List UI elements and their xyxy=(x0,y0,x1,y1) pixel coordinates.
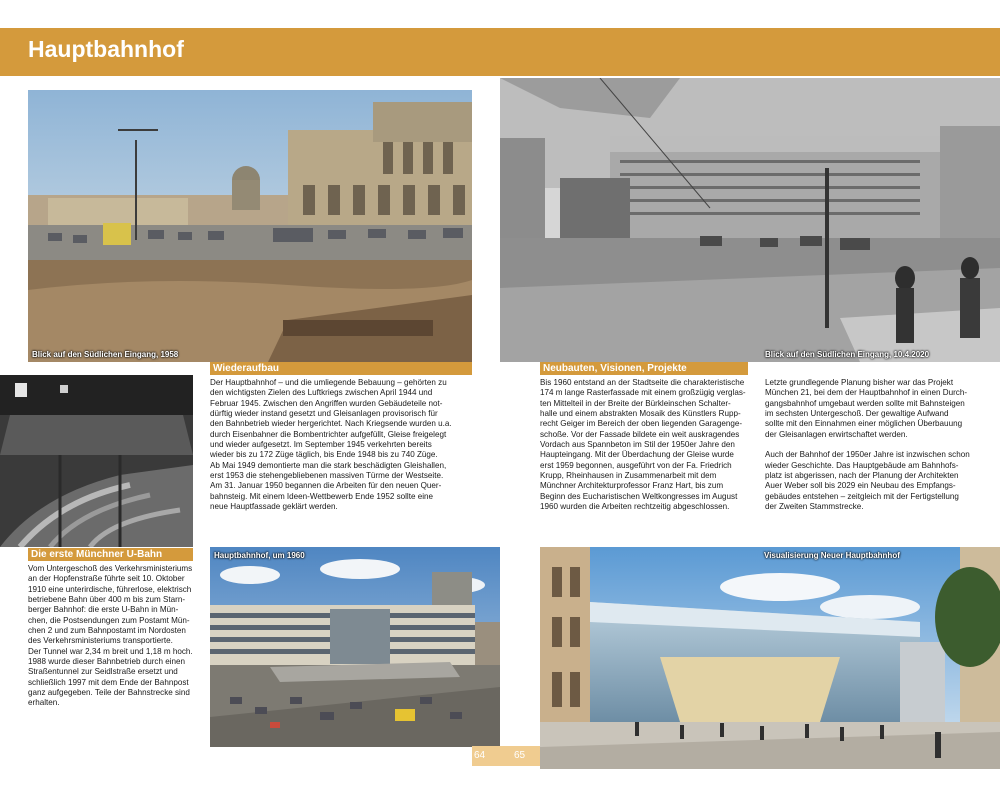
photo-south-entrance-1958 xyxy=(28,90,472,362)
text-line: Ab Mai 1949 demontierte man die stark beschädigten Gleishallen, xyxy=(210,460,447,470)
section-heading-ubahn: Die erste Münchner U-Bahn xyxy=(28,548,193,561)
text-line: ten Mittelteil in der Breite der Bürkleinschen Schalter- xyxy=(540,398,731,408)
text-line: sollte mit den Einnahmen einer möglichen Überbauung xyxy=(765,419,963,429)
text-line: den Bahnbetrieb wieder hergerichtet. Nach Kriegsende wurden u.a. xyxy=(210,419,452,429)
text-line: dürftig wieder instand gesetzt und Gleisanlagen provisorisch für xyxy=(210,409,438,419)
photo-ubahn-tunnel xyxy=(0,375,193,547)
text-line: Auer Weber soll bis 2029 ein Neubau des Empfangs- xyxy=(765,481,956,491)
text-line: Krupp, Rheinhausen in Zusammenarbeit mit dem xyxy=(540,471,717,481)
text-line: recht Geiger im Bereich der oben liegenden Garagenge- xyxy=(540,419,743,429)
text-neubauten xyxy=(540,378,755,512)
page-title: Hauptbahnhof xyxy=(28,36,184,62)
page-number-right: 65 xyxy=(512,746,540,766)
text-line: gangsbahnhof umgebaut werden sollte mit Bahnsteigen xyxy=(765,398,965,408)
text-line: München 21, bei dem der Hauptbahnhof in einen Durch- xyxy=(765,388,968,398)
caption-visualisierung: Visualisierung Neuer Hauptbahnhof xyxy=(764,551,900,560)
text-line: Der Hauptbahnhof – und die umliegende Bebauung – gehörten zu xyxy=(210,378,447,387)
text-line: Haupteingang. Mit der Überdachung der Gleise wurde xyxy=(540,450,734,460)
text-line xyxy=(765,440,990,450)
page-number-left: 64 xyxy=(472,746,512,766)
text-wiederaufbau xyxy=(210,378,480,512)
text-line: der Zweiten Stammstrecke. xyxy=(765,502,864,512)
page-header xyxy=(0,28,1000,76)
text-line: wieder Geschichte. Das Hauptgebäude am Bahnhofs- xyxy=(765,460,959,470)
text-line: Februar 1945. Zwischen den Angriffen wurden Gebäudeteile not- xyxy=(210,398,443,408)
photo-south-entrance-2020 xyxy=(500,78,1000,362)
caption-south-1958: Blick auf den Südlichen Eingang, 1958 xyxy=(32,350,179,359)
photo-hauptbahnhof-1960 xyxy=(210,547,500,747)
text-line: des Verkehrsministeriums transportierte. xyxy=(28,636,173,646)
text-line: erst 1959 begonnen, ausgeführt von der Fa. Friedrich xyxy=(540,460,732,470)
text-line: erhalten. xyxy=(28,698,60,708)
text-line: bahnsteig. Mit einem Ideen-Wettbewerb Ende 1952 sollte eine xyxy=(210,491,434,501)
text-line: Münchner Architekturprofessor Franz Hart, bis zum xyxy=(540,481,724,491)
text-line: 1910 eine unterirdische, führerlose, elektrisch xyxy=(28,584,192,594)
text-line: platz ist abgerissen, nach der Planung der Architekten xyxy=(765,471,959,481)
text-line: wieder bis zu 172 Züge täglich, bis Ende 1948 bis zu 740 Züge. xyxy=(210,450,438,460)
text-line: Vom Untergeschoß des Verkehrsministeriums xyxy=(28,564,193,573)
text-line: neue Hauptfassade geklärt werden. xyxy=(210,502,338,512)
text-line: im sechsten Untergeschoß. Der gewaltige Aufwand xyxy=(765,409,949,419)
text-line: schließlich 1997 mit dem Ende der Bahnpost xyxy=(28,677,189,687)
text-line: gebäudes entstehen – zeitgleich mit der Fertigstellung xyxy=(765,491,959,501)
text-line: ganz aufgegeben. Teile der Bahnstrecke sind xyxy=(28,688,190,698)
text-line: 1960 wurden die Arbeiten rechtzeitig abgeschlossen. xyxy=(540,502,730,512)
text-line: halle und einem abstrakten Mosaik des Künstlers Rupp- xyxy=(540,409,741,419)
caption-hbf-1960: Hauptbahnhof, um 1960 xyxy=(214,551,305,560)
text-planung xyxy=(765,378,990,512)
text-line: erst 1953 die stehengebliebenen massiven Türme der Westseite. xyxy=(210,471,444,481)
text-line: berger Bahnhof: die erste U-Bahn in Mün- xyxy=(28,605,179,615)
text-line: Straßentunnel zur Seidlstraße ersetzt und xyxy=(28,667,178,677)
photo-visualisierung xyxy=(540,547,1000,769)
text-line: Der Tunnel war 2,34 m breit und 1,18 m hoch. xyxy=(28,646,193,656)
text-line: chen 2 und zum Bahnpostamt im Nordosten xyxy=(28,626,186,636)
text-line: durch Eisenbahner die Bombentrichter aufgefüllt, Gleise freigelegt xyxy=(210,429,447,439)
text-line: Bis 1960 entstand an der Stadtseite die charakteristische xyxy=(540,378,745,387)
text-line: schoße. Vor der Fassade bildete ein weit auskragendes xyxy=(540,429,740,439)
text-line: 174 m lange Rasterfassade mit einem großzügig verglas- xyxy=(540,388,746,398)
section-heading-wiederaufbau: Wiederaufbau xyxy=(210,362,472,375)
text-ubahn xyxy=(28,564,203,709)
text-line: Vordach aus Spannbeton im Stil der 1950er Jahre den xyxy=(540,440,735,450)
text-line: Am 31. Januar 1950 begannen die Arbeiten für den neuen Quer- xyxy=(210,481,442,491)
text-line: Letzte grundlegende Planung bisher war das Projekt xyxy=(765,378,954,387)
caption-south-2020: Blick auf den Südlichen Eingang, 10.4.2020 xyxy=(765,350,930,359)
section-heading-neubauten: Neubauten, Visionen, Projekte xyxy=(540,362,748,375)
text-line: an der Hopfenstraße führte seit 10. Oktober xyxy=(28,574,185,584)
text-line: Auch der Bahnhof der 1950er Jahre ist inzwischen schon xyxy=(765,450,970,460)
text-line: der Gleisanlagen erwirtschaftet werden. xyxy=(765,429,908,439)
text-line: und wieder aufgesetzt. Im September 1945 verkehrten bereits xyxy=(210,440,432,450)
text-line: Beginn des Eucharistischen Weltkongresses im August xyxy=(540,491,738,501)
text-line: 1988 wurde dieser Bahnbetrieb durch einen xyxy=(28,657,186,667)
text-line: betriebene Bahn über 400 m bis zum Starn- xyxy=(28,595,186,605)
text-line: den wichtigsten Zielen des Luftkriegs zwischen April 1944 und xyxy=(210,388,433,398)
text-line: chen, die Postsendungen zum Postamt Mün- xyxy=(28,615,190,625)
